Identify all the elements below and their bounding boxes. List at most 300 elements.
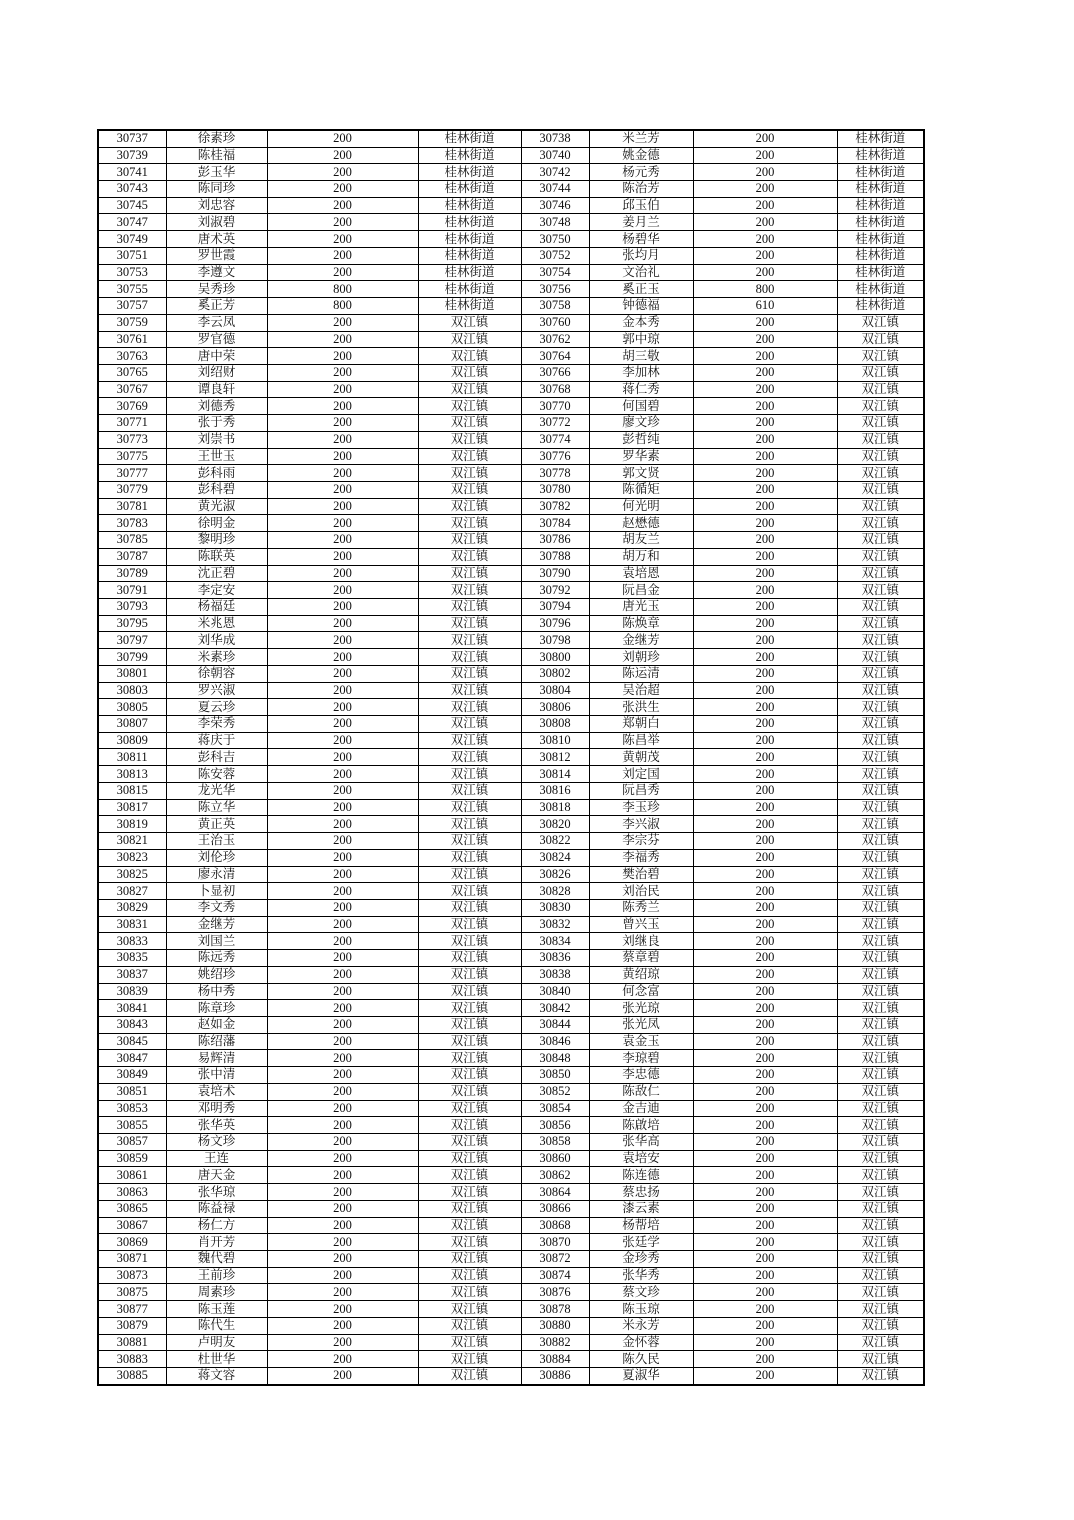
- cell-amount-left: 200: [267, 465, 418, 482]
- table-row: [98, 415, 924, 432]
- cell-name-left: 杨福廷: [166, 599, 267, 616]
- cell-area-left: 双江镇: [418, 899, 521, 916]
- cell-id-left: 30779: [98, 481, 166, 498]
- cell-name-right: 李福秀: [589, 849, 693, 866]
- table-row: [98, 364, 924, 381]
- cell-id-left: 30783: [98, 515, 166, 532]
- cell-area-right: 双江镇: [837, 933, 924, 950]
- cell-id-left: 30791: [98, 582, 166, 599]
- cell-id-right: 30762: [521, 331, 589, 348]
- cell-name-right: 陈连德: [589, 1167, 693, 1184]
- cell-id-right: 30840: [521, 983, 589, 1000]
- cell-area-left: 双江镇: [418, 565, 521, 582]
- cell-name-left: 刘崇书: [166, 431, 267, 448]
- cell-id-left: 30831: [98, 916, 166, 933]
- table-row: [98, 1351, 924, 1368]
- cell-name-left: 金继芳: [166, 916, 267, 933]
- cell-name-right: 刘继良: [589, 933, 693, 950]
- cell-id-right: 30844: [521, 1016, 589, 1033]
- cell-area-right: 双江镇: [837, 532, 924, 549]
- cell-name-right: 郭中琼: [589, 331, 693, 348]
- cell-name-right: 吴治超: [589, 682, 693, 699]
- cell-amount-left: 200: [267, 1368, 418, 1385]
- cell-area-left: 桂林街道: [418, 147, 521, 164]
- cell-name-left: 米兆恩: [166, 615, 267, 632]
- cell-id-right: 30750: [521, 231, 589, 248]
- cell-amount-left: 200: [267, 1016, 418, 1033]
- cell-area-left: 双江镇: [418, 782, 521, 799]
- cell-amount-right: 200: [693, 247, 837, 264]
- cell-amount-right: 200: [693, 231, 837, 248]
- cell-id-right: 30810: [521, 732, 589, 749]
- cell-id-right: 30842: [521, 1000, 589, 1017]
- cell-name-left: 唐中荣: [166, 348, 267, 365]
- cell-amount-right: 200: [693, 197, 837, 214]
- cell-amount-right: 200: [693, 181, 837, 198]
- table-row: [98, 348, 924, 365]
- table-row: [98, 498, 924, 515]
- cell-name-left: 李定安: [166, 582, 267, 599]
- cell-amount-left: 200: [267, 983, 418, 1000]
- cell-amount-left: 200: [267, 130, 418, 147]
- cell-name-right: 文治礼: [589, 264, 693, 281]
- table-row: [98, 1200, 924, 1217]
- cell-name-left: 罗世霞: [166, 247, 267, 264]
- cell-id-left: 30797: [98, 632, 166, 649]
- cell-area-right: 双江镇: [837, 916, 924, 933]
- cell-name-left: 王前珍: [166, 1267, 267, 1284]
- table-row: [98, 1267, 924, 1284]
- cell-amount-right: 200: [693, 916, 837, 933]
- cell-name-right: 黄绍琼: [589, 966, 693, 983]
- cell-name-right: 米兰芳: [589, 130, 693, 147]
- cell-amount-left: 200: [267, 532, 418, 549]
- table-row: [98, 1317, 924, 1334]
- cell-area-right: 双江镇: [837, 1167, 924, 1184]
- cell-area-left: 桂林街道: [418, 281, 521, 298]
- table-row: [98, 816, 924, 833]
- cell-area-left: 双江镇: [418, 1167, 521, 1184]
- cell-area-left: 双江镇: [418, 1150, 521, 1167]
- cell-id-right: 30854: [521, 1100, 589, 1117]
- table-row: [98, 532, 924, 549]
- cell-area-right: 桂林街道: [837, 130, 924, 147]
- cell-amount-left: 200: [267, 599, 418, 616]
- table-row: [98, 916, 924, 933]
- cell-amount-left: 200: [267, 1334, 418, 1351]
- cell-name-right: 胡友兰: [589, 532, 693, 549]
- table-row: [98, 1067, 924, 1084]
- table-row: [98, 1050, 924, 1067]
- cell-id-right: 30848: [521, 1050, 589, 1067]
- cell-name-left: 陈远秀: [166, 950, 267, 967]
- cell-amount-left: 200: [267, 849, 418, 866]
- cell-id-left: 30827: [98, 883, 166, 900]
- cell-name-right: 郭文贤: [589, 465, 693, 482]
- cell-id-right: 30782: [521, 498, 589, 515]
- cell-id-left: 30793: [98, 599, 166, 616]
- cell-area-left: 双江镇: [418, 1050, 521, 1067]
- cell-name-right: 蔡章碧: [589, 950, 693, 967]
- cell-name-left: 陈联英: [166, 548, 267, 565]
- cell-id-left: 30817: [98, 799, 166, 816]
- cell-area-right: 双江镇: [837, 716, 924, 733]
- cell-id-left: 30847: [98, 1050, 166, 1067]
- cell-id-right: 30776: [521, 448, 589, 465]
- table-row: [98, 431, 924, 448]
- cell-amount-right: 200: [693, 632, 837, 649]
- cell-name-left: 李荣秀: [166, 716, 267, 733]
- cell-area-right: 双江镇: [837, 632, 924, 649]
- cell-name-right: 漆云素: [589, 1200, 693, 1217]
- cell-name-right: 刘朝珍: [589, 649, 693, 666]
- cell-id-right: 30744: [521, 181, 589, 198]
- cell-id-left: 30865: [98, 1200, 166, 1217]
- cell-area-left: 双江镇: [418, 415, 521, 432]
- table-row: [98, 866, 924, 883]
- cell-amount-right: 200: [693, 1267, 837, 1284]
- cell-amount-right: 200: [693, 1251, 837, 1268]
- cell-id-left: 30749: [98, 231, 166, 248]
- cell-id-right: 30830: [521, 899, 589, 916]
- cell-name-right: 陈秀兰: [589, 899, 693, 916]
- cell-area-left: 双江镇: [418, 732, 521, 749]
- cell-name-left: 王连: [166, 1150, 267, 1167]
- cell-name-left: 李遵文: [166, 264, 267, 281]
- cell-amount-left: 200: [267, 398, 418, 415]
- cell-area-left: 桂林街道: [418, 130, 521, 147]
- cell-area-right: 双江镇: [837, 1317, 924, 1334]
- cell-amount-right: 200: [693, 1167, 837, 1184]
- cell-name-right: 刘治民: [589, 883, 693, 900]
- cell-area-right: 双江镇: [837, 665, 924, 682]
- cell-amount-left: 200: [267, 1000, 418, 1017]
- cell-amount-left: 200: [267, 1067, 418, 1084]
- cell-name-left: 夏云珍: [166, 699, 267, 716]
- cell-id-right: 30742: [521, 164, 589, 181]
- cell-area-left: 双江镇: [418, 716, 521, 733]
- cell-area-right: 双江镇: [837, 548, 924, 565]
- table-row: [98, 281, 924, 298]
- cell-amount-left: 200: [267, 415, 418, 432]
- cell-area-left: 双江镇: [418, 1317, 521, 1334]
- cell-area-right: 桂林街道: [837, 181, 924, 198]
- cell-id-right: 30816: [521, 782, 589, 799]
- cell-area-left: 双江镇: [418, 816, 521, 833]
- cell-name-left: 唐术英: [166, 231, 267, 248]
- cell-name-right: 樊治碧: [589, 866, 693, 883]
- cell-name-left: 陈桂福: [166, 147, 267, 164]
- cell-id-left: 30863: [98, 1184, 166, 1201]
- cell-area-right: 双江镇: [837, 431, 924, 448]
- cell-amount-left: 800: [267, 298, 418, 315]
- cell-name-left: 周素珍: [166, 1284, 267, 1301]
- cell-amount-left: 200: [267, 364, 418, 381]
- table-row: [98, 398, 924, 415]
- cell-area-left: 双江镇: [418, 615, 521, 632]
- cell-area-right: 双江镇: [837, 615, 924, 632]
- cell-amount-right: 200: [693, 398, 837, 415]
- table-row: [98, 849, 924, 866]
- table-row: [98, 732, 924, 749]
- cell-area-right: 双江镇: [837, 1134, 924, 1151]
- cell-id-left: 30855: [98, 1117, 166, 1134]
- cell-area-left: 双江镇: [418, 431, 521, 448]
- table-row: [98, 247, 924, 264]
- cell-id-right: 30886: [521, 1368, 589, 1385]
- cell-amount-right: 200: [693, 465, 837, 482]
- cell-id-left: 30861: [98, 1167, 166, 1184]
- cell-id-left: 30883: [98, 1351, 166, 1368]
- cell-name-right: 陈治芳: [589, 181, 693, 198]
- cell-amount-left: 200: [267, 1184, 418, 1201]
- cell-id-right: 30872: [521, 1251, 589, 1268]
- cell-amount-left: 200: [267, 899, 418, 916]
- cell-area-right: 双江镇: [837, 699, 924, 716]
- cell-id-left: 30837: [98, 966, 166, 983]
- cell-name-left: 杨仁方: [166, 1217, 267, 1234]
- table-row: [98, 264, 924, 281]
- cell-area-right: 双江镇: [837, 866, 924, 883]
- cell-area-left: 双江镇: [418, 1083, 521, 1100]
- table-row: [98, 1016, 924, 1033]
- cell-area-right: 双江镇: [837, 1050, 924, 1067]
- cell-name-left: 刘国兰: [166, 933, 267, 950]
- cell-id-left: 30819: [98, 816, 166, 833]
- table-row: [98, 565, 924, 582]
- table-row: [98, 983, 924, 1000]
- cell-area-right: 双江镇: [837, 381, 924, 398]
- cell-id-left: 30767: [98, 381, 166, 398]
- cell-id-left: 30775: [98, 448, 166, 465]
- cell-amount-left: 800: [267, 281, 418, 298]
- cell-name-right: 邱玉伯: [589, 197, 693, 214]
- cell-area-right: 桂林街道: [837, 281, 924, 298]
- cell-amount-right: 200: [693, 147, 837, 164]
- cell-id-left: 30813: [98, 766, 166, 783]
- cell-name-right: 蒋仁秀: [589, 381, 693, 398]
- cell-id-right: 30832: [521, 916, 589, 933]
- cell-area-right: 双江镇: [837, 415, 924, 432]
- cell-amount-right: 200: [693, 950, 837, 967]
- cell-area-right: 双江镇: [837, 649, 924, 666]
- cell-amount-left: 200: [267, 448, 418, 465]
- cell-area-right: 双江镇: [837, 1150, 924, 1167]
- cell-id-right: 30754: [521, 264, 589, 281]
- cell-name-right: 胡万和: [589, 548, 693, 565]
- cell-amount-right: 200: [693, 314, 837, 331]
- cell-amount-left: 200: [267, 147, 418, 164]
- cell-id-right: 30878: [521, 1301, 589, 1318]
- cell-area-left: 双江镇: [418, 682, 521, 699]
- cell-name-right: 袁培恩: [589, 565, 693, 582]
- cell-area-right: 双江镇: [837, 1351, 924, 1368]
- cell-amount-right: 200: [693, 1067, 837, 1084]
- cell-area-right: 双江镇: [837, 1368, 924, 1385]
- table-row: [98, 1033, 924, 1050]
- cell-id-left: 30769: [98, 398, 166, 415]
- cell-id-left: 30759: [98, 314, 166, 331]
- cell-amount-right: 200: [693, 1150, 837, 1167]
- cell-id-right: 30746: [521, 197, 589, 214]
- cell-amount-right: 200: [693, 716, 837, 733]
- cell-area-right: 双江镇: [837, 1217, 924, 1234]
- cell-amount-left: 200: [267, 699, 418, 716]
- cell-id-left: 30785: [98, 532, 166, 549]
- cell-name-right: 何光明: [589, 498, 693, 515]
- cell-amount-right: 200: [693, 565, 837, 582]
- cell-area-right: 双江镇: [837, 1067, 924, 1084]
- cell-id-left: 30803: [98, 682, 166, 699]
- cell-area-left: 双江镇: [418, 348, 521, 365]
- cell-amount-left: 200: [267, 1100, 418, 1117]
- cell-name-right: 张均月: [589, 247, 693, 264]
- table-row: [98, 465, 924, 482]
- cell-id-right: 30868: [521, 1217, 589, 1234]
- cell-name-left: 陈立华: [166, 799, 267, 816]
- cell-name-right: 陈昌举: [589, 732, 693, 749]
- cell-amount-left: 200: [267, 766, 418, 783]
- table-row: [98, 197, 924, 214]
- cell-id-left: 30745: [98, 197, 166, 214]
- cell-name-right: 李玉珍: [589, 799, 693, 816]
- cell-amount-right: 200: [693, 415, 837, 432]
- cell-area-right: 双江镇: [837, 1016, 924, 1033]
- cell-name-right: 夏淑华: [589, 1368, 693, 1385]
- cell-name-left: 龙光华: [166, 782, 267, 799]
- cell-area-right: 双江镇: [837, 348, 924, 365]
- cell-amount-right: 200: [693, 682, 837, 699]
- cell-name-left: 沈正碧: [166, 565, 267, 582]
- cell-id-left: 30833: [98, 933, 166, 950]
- cell-amount-left: 200: [267, 582, 418, 599]
- cell-id-right: 30800: [521, 649, 589, 666]
- cell-id-right: 30814: [521, 766, 589, 783]
- cell-name-right: 杨帮培: [589, 1217, 693, 1234]
- cell-name-right: 黄朝茂: [589, 749, 693, 766]
- cell-area-left: 双江镇: [418, 1251, 521, 1268]
- cell-amount-left: 200: [267, 933, 418, 950]
- cell-name-right: 蔡文珍: [589, 1284, 693, 1301]
- cell-id-right: 30740: [521, 147, 589, 164]
- table-row: [98, 1134, 924, 1151]
- table-row: [98, 1368, 924, 1385]
- cell-id-left: 30807: [98, 716, 166, 733]
- cell-amount-left: 200: [267, 1083, 418, 1100]
- cell-amount-right: 200: [693, 799, 837, 816]
- cell-amount-right: 200: [693, 899, 837, 916]
- cell-amount-left: 200: [267, 1033, 418, 1050]
- cell-amount-right: 200: [693, 481, 837, 498]
- table-row: [98, 231, 924, 248]
- cell-name-left: 蒋庆于: [166, 732, 267, 749]
- cell-area-right: 双江镇: [837, 1200, 924, 1217]
- cell-amount-right: 200: [693, 1234, 837, 1251]
- cell-id-right: 30824: [521, 849, 589, 866]
- cell-name-right: 张华秀: [589, 1267, 693, 1284]
- cell-area-left: 桂林街道: [418, 197, 521, 214]
- cell-name-right: 陈敌仁: [589, 1083, 693, 1100]
- cell-area-left: 桂林街道: [418, 298, 521, 315]
- cell-name-left: 陈绍藩: [166, 1033, 267, 1050]
- cell-area-right: 双江镇: [837, 1301, 924, 1318]
- table-row: [98, 214, 924, 231]
- cell-id-right: 30820: [521, 816, 589, 833]
- cell-area-right: 双江镇: [837, 481, 924, 498]
- cell-name-right: 金继芳: [589, 632, 693, 649]
- cell-amount-right: 200: [693, 649, 837, 666]
- cell-id-right: 30870: [521, 1234, 589, 1251]
- cell-id-right: 30774: [521, 431, 589, 448]
- cell-area-right: 桂林街道: [837, 164, 924, 181]
- cell-area-left: 双江镇: [418, 766, 521, 783]
- cell-name-left: 王治玉: [166, 833, 267, 850]
- cell-name-left: 廖永清: [166, 866, 267, 883]
- cell-amount-right: 200: [693, 1083, 837, 1100]
- table-row: [98, 615, 924, 632]
- cell-name-right: 钟德福: [589, 298, 693, 315]
- cell-amount-left: 200: [267, 231, 418, 248]
- cell-area-right: 双江镇: [837, 849, 924, 866]
- cell-name-left: 唐天金: [166, 1167, 267, 1184]
- cell-amount-right: 200: [693, 599, 837, 616]
- cell-amount-right: 200: [693, 348, 837, 365]
- cell-amount-right: 200: [693, 1317, 837, 1334]
- cell-amount-right: 200: [693, 498, 837, 515]
- cell-area-left: 双江镇: [418, 364, 521, 381]
- cell-id-left: 30867: [98, 1217, 166, 1234]
- cell-amount-left: 200: [267, 615, 418, 632]
- cell-amount-right: 200: [693, 699, 837, 716]
- data-table: [97, 129, 925, 1386]
- cell-area-right: 双江镇: [837, 682, 924, 699]
- cell-amount-left: 200: [267, 247, 418, 264]
- cell-amount-right: 200: [693, 1033, 837, 1050]
- cell-area-left: 双江镇: [418, 916, 521, 933]
- table-row: [98, 1251, 924, 1268]
- cell-id-right: 30756: [521, 281, 589, 298]
- cell-name-left: 蒋文容: [166, 1368, 267, 1385]
- cell-amount-right: 200: [693, 548, 837, 565]
- cell-name-left: 李文秀: [166, 899, 267, 916]
- cell-id-left: 30877: [98, 1301, 166, 1318]
- cell-name-left: 陈安蓉: [166, 766, 267, 783]
- cell-id-right: 30812: [521, 749, 589, 766]
- cell-id-left: 30741: [98, 164, 166, 181]
- cell-id-left: 30843: [98, 1016, 166, 1033]
- cell-amount-right: 200: [693, 1117, 837, 1134]
- cell-name-left: 奚正芳: [166, 298, 267, 315]
- table-row: [98, 682, 924, 699]
- cell-name-right: 李琼碧: [589, 1050, 693, 1067]
- cell-amount-right: 800: [693, 281, 837, 298]
- cell-amount-right: 200: [693, 983, 837, 1000]
- table-row: [98, 1083, 924, 1100]
- cell-area-left: 双江镇: [418, 481, 521, 498]
- cell-name-right: 刘定国: [589, 766, 693, 783]
- cell-amount-left: 200: [267, 197, 418, 214]
- cell-amount-left: 200: [267, 431, 418, 448]
- cell-amount-right: 200: [693, 582, 837, 599]
- cell-name-right: 李宗芬: [589, 833, 693, 850]
- cell-area-left: 双江镇: [418, 665, 521, 682]
- cell-area-left: 双江镇: [418, 532, 521, 549]
- cell-name-left: 陈益禄: [166, 1200, 267, 1217]
- cell-name-left: 彭科雨: [166, 465, 267, 482]
- cell-area-left: 双江镇: [418, 1100, 521, 1117]
- cell-id-right: 30766: [521, 364, 589, 381]
- cell-id-right: 30882: [521, 1334, 589, 1351]
